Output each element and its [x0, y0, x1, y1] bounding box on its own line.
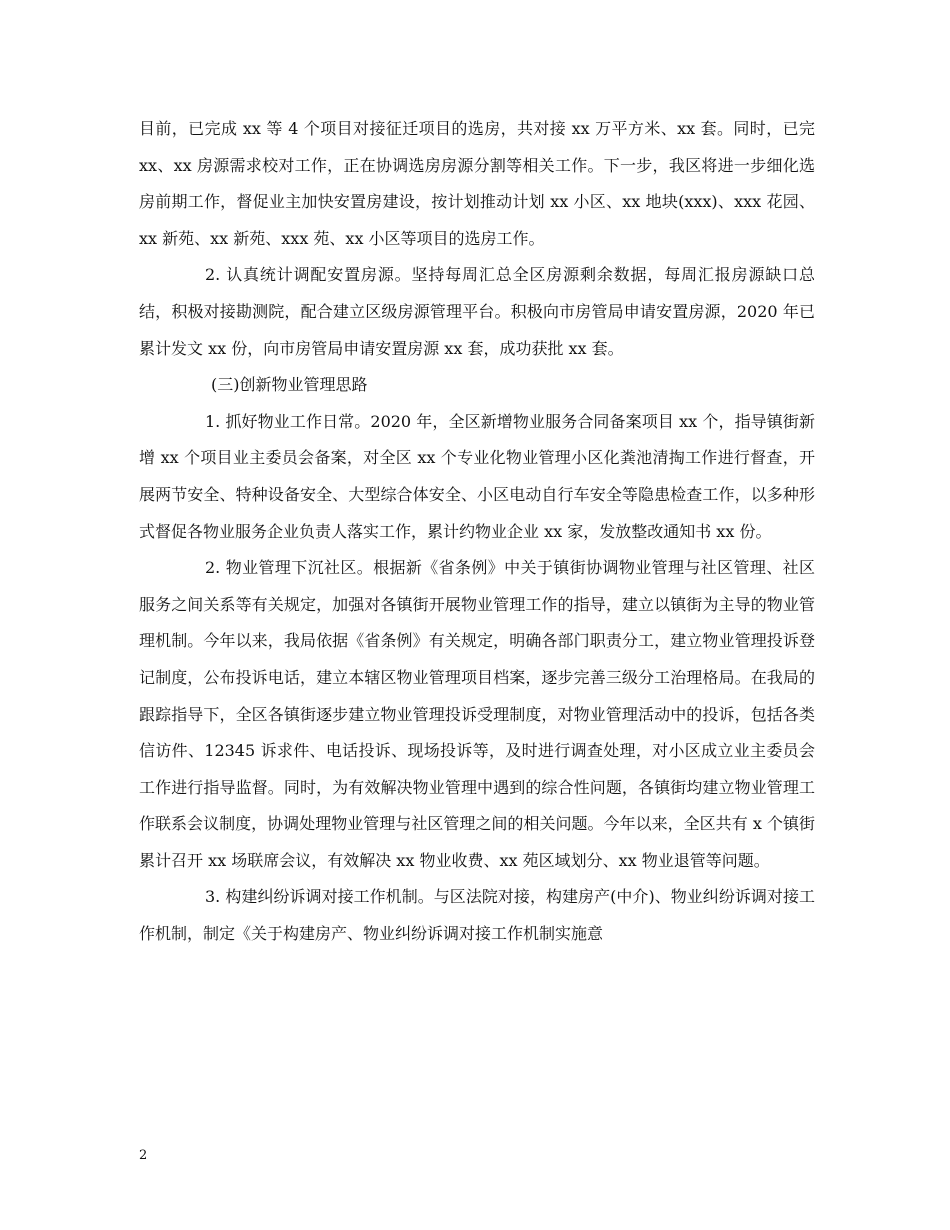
- paragraph-property-daily-work: 1. 抓好物业工作日常。2020 年，全区新增物业服务合同备案项目 xx 个，指导镇街新增 xx 个项目业主委员会备案，对全区 xx 个专业化物业管理小区化粪池清掏工作进行督查，开展两节安全、特种设备安全、大型综合体安全、小区电动自行车安全等隐患检查工作，以多种形式督促各物业服务企业负责人落实工作，累计约物业企业 xx 家，发放整改通知书 xx 份。: [139, 411, 815, 541]
- paragraph-housing-allocation: 2. 认真统计调配安置房源。坚持每周汇总全区房源剩余数据，每周汇报房源缺口总结，积极对接勘测院，配合建立区级房源管理平台。积极向市房管局申请安置房源，2020 年已累计发文 xx 份，向市房管局申请安置房源 xx 套，成功获批 xx 套。: [139, 265, 815, 358]
- paragraph-dispute-mediation: 3. 构建纠纷诉调对接工作机制。与区法院对接，构建房产(中介)、物业纠纷诉调对接工作机制，制定《关于构建房产、物业纠纷诉调对接工作机制实施意: [139, 887, 815, 944]
- section-heading-property-management: (三)创新物业管理思路: [211, 375, 368, 395]
- paragraph-selection-progress: 目前，已完成 xx 等 4 个项目对接征迁项目的选房，共对接 xx 万平方米、xx 套。同时，已完 xx、xx 房源需求校对工作，正在协调选房房源分割等相关工作。下一步，我区将进一步细化选房前期工作，督促业主加快安置房建设，按计划推动计划 xx 小区、xx 地块(xxx)、xxx 花园、xx 新苑、xx 新苑、xxx 苑、xx 小区等项目的选房工作。: [139, 119, 815, 248]
- document-body: [139, 111, 815, 953]
- paragraph-property-community: 2. 物业管理下沉社区。根据新《省条例》中关于镇街协调物业管理与社区管理、社区服务之间关系等有关规定，加强对各镇街开展物业管理工作的指导，建立以镇街为主导的物业管理机制。今年以来，我局依据《省条例》有关规定，明确各部门职责分工，建立物业管理投诉登记制度，公布投诉电话，建立本辖区物业管理项目档案，逐步完善三级分工治理格局。在我局的跟踪指导下，全区各镇街逐步建立物业管理投诉受理制度，对物业管理活动中的投诉，包括各类信访件、12345 诉求件、电话投诉、现场投诉等，及时进行调查处理，对小区成立业主委员会工作进行指导监督。同时，为有效解决物业管理中遇到的综合性问题，各镇街均建立物业管理工作联系会议制度，协调处理物业管理与社区管理之间的相关问题。今年以来，全区共有 x 个镇街累计召开 xx 场联席会议，有效解决 xx 物业收费、xx 苑区域划分、xx 物业退管等问题。: [139, 558, 815, 870]
- page-number: 2: [139, 1148, 148, 1163]
